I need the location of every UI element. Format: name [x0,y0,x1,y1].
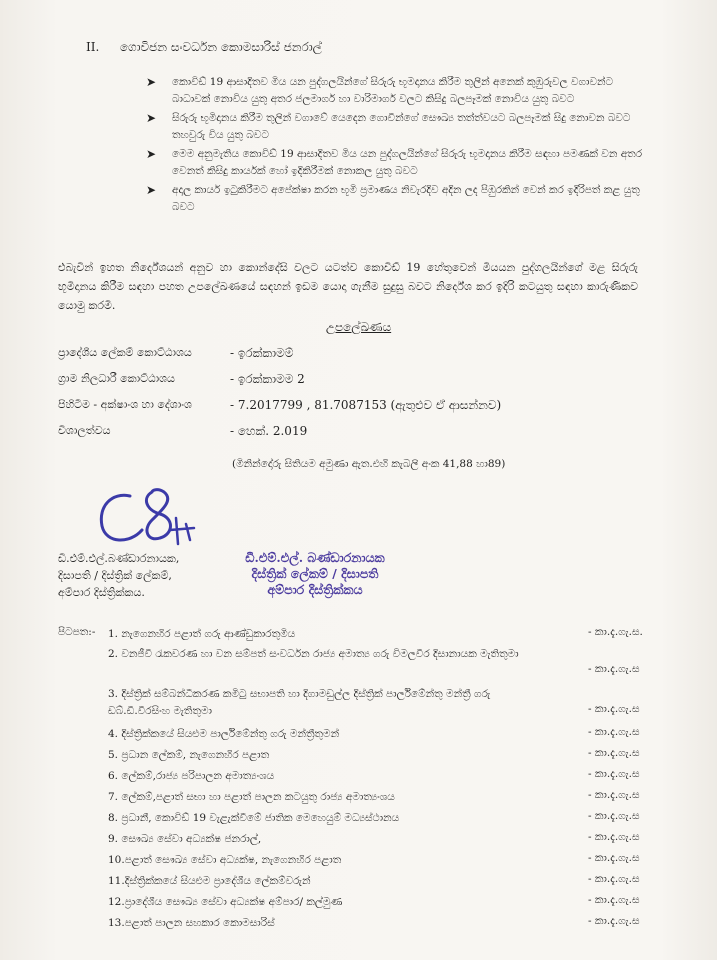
section-title: ගොවිජන සංවර්ධන කොමසාරිස් ජනරාල් [119,40,322,54]
signatory-name: ඩී.එම්.එල්.බණ්ඩාරනායක, [58,552,180,565]
field-divisional-secretariat: ප්‍රාදේශීය ලේකම් කොට්ඨාශය - ඉරක්කාමම් [58,346,294,360]
field-extent: විශාලත්වය - හෙක්. 2.019 [58,424,308,438]
field-location: පිහිටීම - අක්ෂාංශ හා දේශාංශ - 7.2017799 , 81.7087153 (ඇතුළුව ඒ ආසන්නව) [58,398,502,412]
condition-item: ➤ අදාල කාර්ය ඉටුකිරීමට අපේක්ෂා කරන භූමි ප්‍රමාණය නිවැරදිව අදින ලද පිඹුරකින් වෙන් කර ඉදිරිපත් කළ යුතු බවට [146,183,640,213]
signatory-block [58,550,179,601]
schedule-heading: උපලේඛණය [325,320,392,334]
arrow-bullet-icon: ➤ [146,147,157,161]
condition-item: ➤ කොවිඩ් 19 ආසාදිතව මිය යන පුද්ගලයින්ගේ සිරුරු භූමදානය කිරීම තුලින් අනෙක් කුඹුරුවල වගාවන්ට බාධාවක් නොවිය යුතු අතර ජලමාර්ග හා වාරිමාර්ග වලට කිසිදු බලපෑමක් නොවිය යුතු බවට [146,75,614,105]
stamp-title: දිස්ත්‍රික් ලේකම් / දිසාපති [251,566,379,581]
recommendation-paragraph: එබැවින් ඉහත නිර්දේශයන් අනුව හා කොන්දේසි වලට යටත්ව කොවිඩ් 19 හේතුවෙන් මියයන පුද්ගලයින්ගේ මළ සිරුරු භූමිදානය කිරීම සඳහා පහත උපලේඛණයේ සඳහන් ඉඩම යොදා ගැනීම සුදුසු බවට නිර්දේශ කර ඉදිරි කටයුතු සඳහා කාරුණිකව යොමු කරමි. [58,261,638,312]
copies-label: පිටපත:- [58,626,96,638]
section-heading [86,40,322,55]
arrow-bullet-icon: ➤ [146,111,157,125]
stamp-district: අම්පාර දිස්ත්‍රික්කය [267,582,363,597]
condition-list [146,74,646,218]
arrow-bullet-icon: ➤ [146,75,157,89]
signatory-district: අම්පාර දිස්ත්‍රික්කය. [58,586,145,599]
arrow-bullet-icon: ➤ [146,183,157,197]
section-number: II. [86,40,100,54]
condition-item: ➤ මෙම අනුමැතිය කොවිඩ් 19 ආසාදිතව මිය යන පුද්ගලයින්ගේ සිරුරු භූමදානය කිරීම සඳහා පමණක් වන අතර වෙනත් කිසිදු කාර්යක් හෝ ඉදිකිරීමක් නොකල යුතු බවට [146,147,643,177]
field-gn-division: ග්‍රාම නිලධාරී කොට්ඨාශය - ඉරක්කාමම 2 [58,372,305,386]
survey-map-reference: (මිනින්දෝරු සිතියම අමුණා ඇත.එහි කැබලි අංක 41,88 හා89) [232,458,506,470]
condition-item: ➤ සිරුරු භූමිදානය කිරීම තුලින් වගාවේ යෙදෙන ගොවීන්ගේ සෞඛ්‍ය තත්ත්වයට බලපෑමක් සිදු නොවන බවට තහවුරු විය යුතු බවට [146,111,631,141]
signature-icon [90,484,220,554]
stamp-name: ඩී.එම්.එල්. බණ්ඩාරනායක [245,550,385,565]
signatory-title: දිසාපති / දිස්ත්‍රික් ලේකම්, [58,569,172,582]
schedule-fields [58,346,658,450]
official-stamp [240,550,390,598]
document-page: II. ගොවිජන සංවර්ධන කොමසාරිස් ජනරාල් ➤ කොවිඩ් 19 ආසාදිතව මිය යන පුද්ගලයින්ගේ සිරුරු භූමදානය කිරීම තුලින් අනෙක් කුඹුරුවල වගාවන්ට බාධාවක් නොවිය යුතු අතර ජලමාර්ග හා වාරිමාර්ග වලට කිසිදු බලපෑමක් නොවිය යුතු බවට ➤ සිරුරු භූමිදානය කිරීම තුලින් වගාවේ යෙදෙන ගොවීන්ගේ සෞඛ්‍ය තත්ත්වයට බලපෑමක් සිදු නොවන බවට තහවුරු විය යුතු බවට ➤ මෙම අනුමැතිය කොවිඩ් 19 ආසාදිතව මිය යන පුද්ගලයින්ගේ සිරුරු භූමදානය කිරීම සඳහා පමණක් වන අතර වෙනත් කිසිදු කාර්යක් හෝ ඉදිකිරීමක් නොකල යුතු බවට ➤ අදාල කාර්ය ඉටුකිරීමට අපේක්ෂා කරන භූමි ප්‍රමාණය නිවැරදිව අදින ලද පිඹුරකින් වෙන් කර ඉදිරිපත් කළ යුතු බවට එබැවින් ඉහත නිර්දේශයන් අනුව හා කොන්දේසි වලට යටත්ව කොවිඩ් 19 හේතුවෙන් මියයන පුද්ගලයින්ගේ මළ සිරුරු භූමිදානය කිරීම සඳහා පහත උපලේඛණයේ සඳහන් ඉඩම යොදා ගැනීම සුදුසු බවට නිර්දේශ කර ඉදිරි කටයුතු සඳහා කාරුණිකව යොමු කරමි. උපලේඛණය ප්‍රාදේශීය ලේකම් කොට්ඨාශය - ඉරක්කාමම් ග්‍රාම නිලධාරී කොට්ඨාශය - ඉරක්කාමම 2 පිහිටීම - අක්ෂාංශ හා දේශාංශ - 7.2017799 , 81.7087153 (ඇතුළුව ඒ ආසන්නව) විශාලත්වය - හෙක්. 2.019 (මිනින්දෝරු සිතියම අමුණා ඇත.එහි කැබලි අංක 41,88 හා89) ඩී.එම්.එල්.බණ්ඩාරනායක, දිසාපති / දිස්ත්‍රික් ලේකම්, අම්පාර දිස්ත්‍රික්කය. ඩී.එම්.එල්. බණ්ඩාරනායක දිස්ත්‍රික් ලේකම් / දිසාපති අම්පාර දිස්ත්‍රික්කය පිටපත:- 1. නැගෙනහිර පළාත් ගරු ආණ්ඩුකාරතුමිය - කා.දැ.ගැ.ස. 2. වනජීවී රැකවරණ හා වන සම්පත් සංවර්ධන රාජ්‍ය අමාත්‍ය ගරු විමලවීර දිසානායක මැතිතුමා - කා.දැ.ගැ.ස 3. දිස්ත්‍රික් සම්බන්ධීකරණ කමිටු සභාපති හා දිගාමඩුල්ල දිස්ත්‍රික් පාර්ලිමේන්තු මන්ත්‍රී ගරු ඩබ්.ඩී.වීරසිංහ මැතිතුමා - කා.දැ.ගැ.ස 4. දිස්ත්‍රික්කයේ සියළුම පාර්ලිමේන්තු ගරු මන්ත්‍රීතුමන් - කා.දැ.ගැ.ස 5. ප්‍රධාන ලේකම්, නැගෙනහිර පළාත - කා.දැ.ගැ.ස 6. ලේකම්,රාජ්‍ය පරිපාලන අමාත්‍යංශය - කා.දැ.ගැ.ස 7. ලේකම්,පළාත් සභා හා පළාත් පාලන කටයුතු රාජ්‍ය අමාත්‍යංශය - කා.දැ.ගැ.ස 8. ප්‍රධානී, කොවිඩ් 19 වැළැක්වීමේ ජාතික මෙහෙයුම් මධ්‍යස්ථානය - කා.දැ.ගැ.ස 9. සෞඛ්‍ය සේවා අධ්‍යක්ෂ ජනරාල්, - කා.දැ.ගැ.ස 10.පළාත් සෞඛ්‍ය සේවා අධ්‍යක්ෂ, නැගෙනහිර පළාත - කා.දැ.ගැ.ස 11.දිස්ත්‍රික්කයේ සියළුම ප්‍රාදේශීය ලේකම්වරුන් - කා.දැ.ගැ.ස 12.ප්‍රාදේශීය සෞඛ්‍ය සේවා අධ්‍යක්ෂ අම්පාර/ කල්මුණ - කා.දැ.ගැ.ස 13.පළාත් පාලන සහකාර කොමසාරිස් - කා.දැ.ගැ.ස [0,0,717,960]
